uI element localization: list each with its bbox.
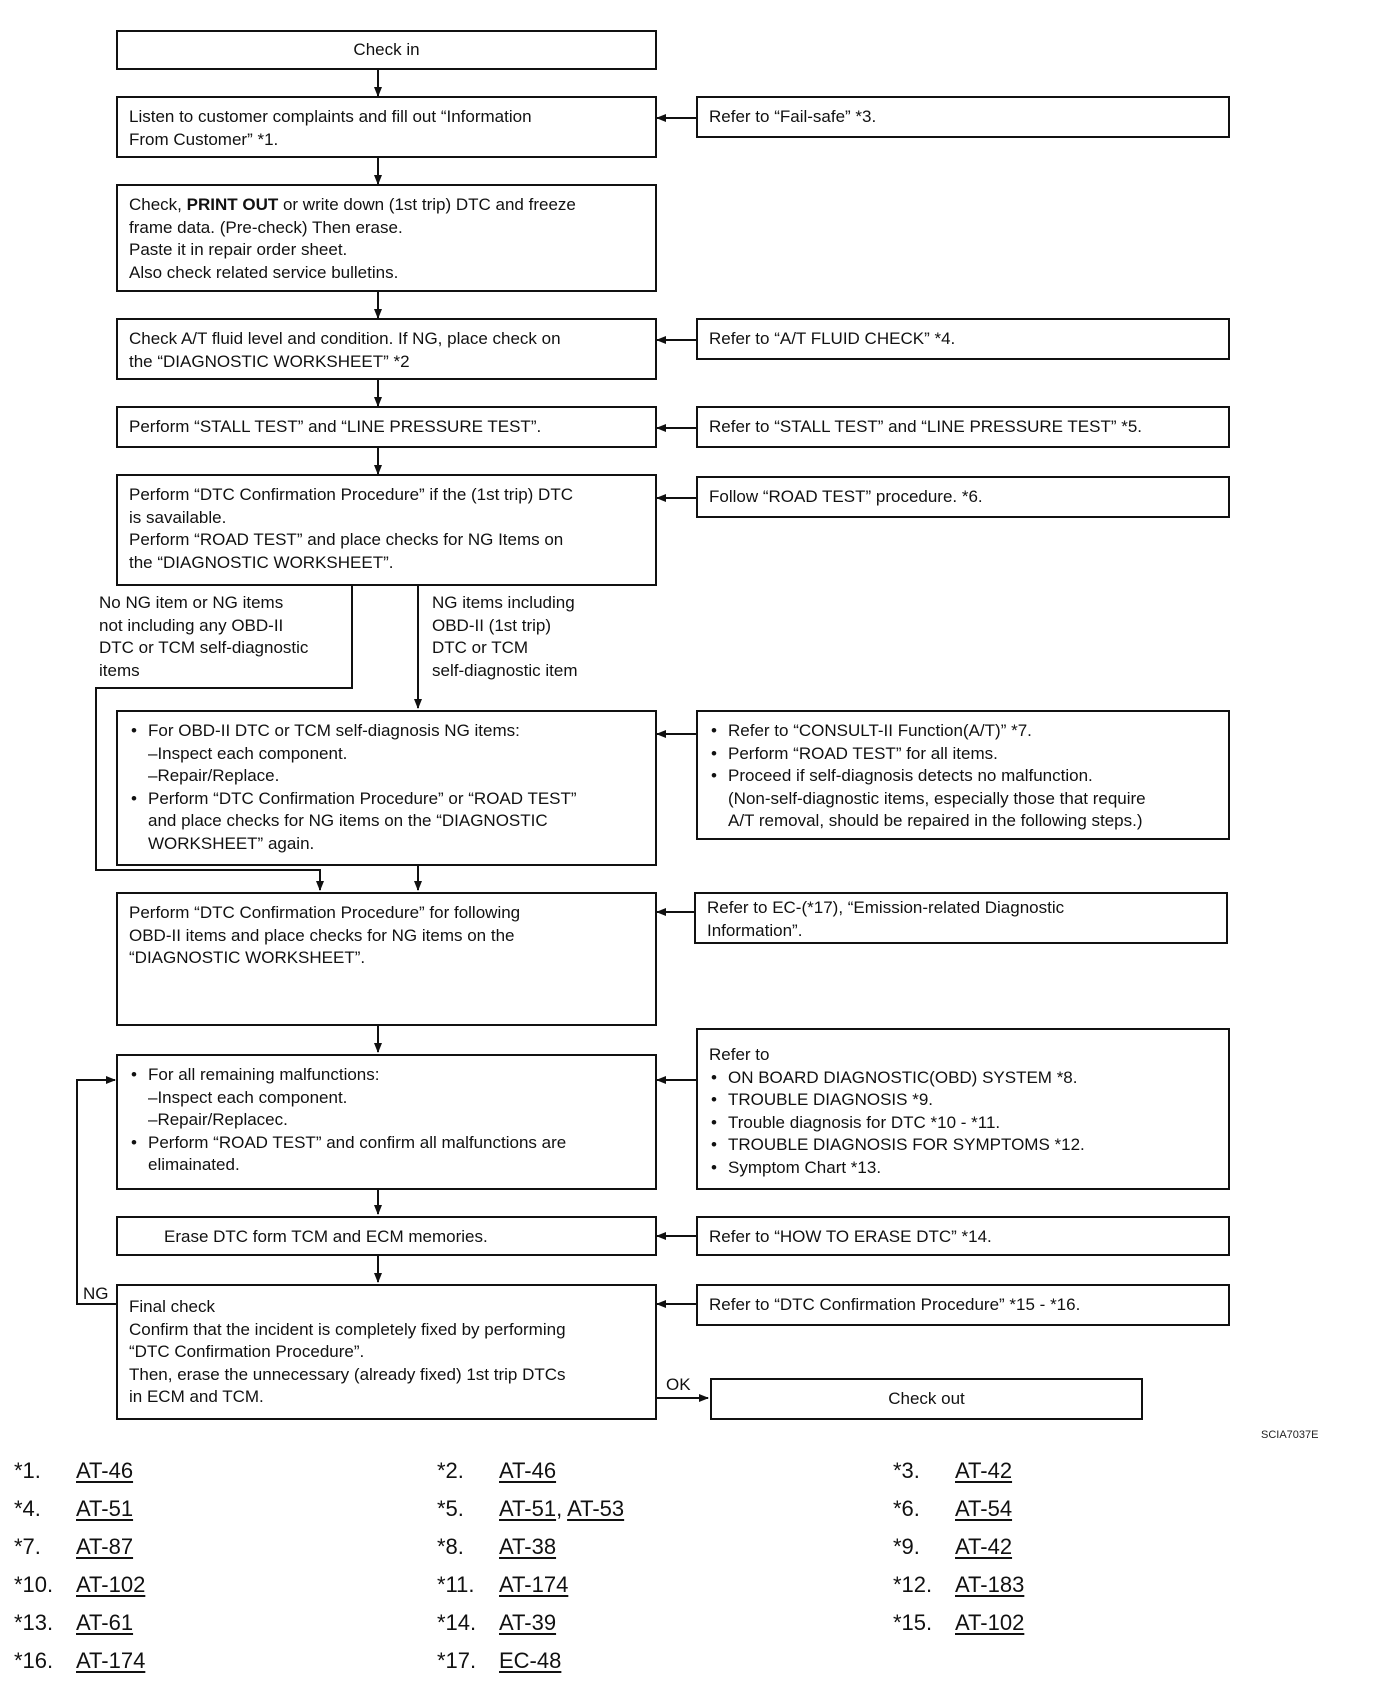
ref-fluid-box bbox=[696, 318, 1230, 360]
branch-right-line-2: OBD-II (1st trip) bbox=[432, 615, 552, 635]
obd-confirm-box bbox=[116, 892, 657, 1026]
reference-3 bbox=[893, 1458, 1012, 1484]
reference-number: *14. bbox=[437, 1610, 477, 1635]
reference-13 bbox=[14, 1610, 133, 1636]
arrow-ng-loop bbox=[77, 1080, 117, 1304]
reference-link-at-38[interactable]: AT-38 bbox=[499, 1534, 557, 1559]
reference-4 bbox=[14, 1496, 133, 1522]
final-line-2: Confirm that the incident is completely fixed by performing bbox=[129, 1319, 566, 1339]
reference-14 bbox=[437, 1610, 556, 1636]
remaining-box bbox=[116, 1054, 657, 1190]
final-line-1: Final check bbox=[129, 1297, 215, 1316]
precheck-line-4: Also check related service bulletins. bbox=[129, 262, 399, 282]
reference-6 bbox=[893, 1496, 1012, 1522]
reference-16 bbox=[14, 1648, 145, 1674]
reference-number: *11. bbox=[437, 1572, 475, 1597]
ref-consult-bullet-2: • Perform “ROAD TEST” for all items. bbox=[709, 743, 1217, 766]
reference-link-at-42[interactable]: AT-42 bbox=[955, 1458, 1013, 1483]
fluid-check-box bbox=[116, 318, 657, 380]
ref-consult-bullet-1: • Refer to “CONSULT-II Function(A/T)” *7. bbox=[709, 720, 1217, 743]
precheck-box bbox=[116, 184, 657, 292]
reference-link-at-61[interactable]: AT-61 bbox=[76, 1610, 134, 1635]
obd-confirm-line-1: Perform “DTC Confirmation Procedure” for following bbox=[129, 903, 521, 922]
ref-consult-line-5: A/T removal, should be repaired in the following steps.) bbox=[728, 811, 1143, 830]
reference-number: *2. bbox=[437, 1458, 464, 1483]
branch-left-line-1: No NG item or NG items bbox=[99, 593, 284, 612]
reference-link-at-174[interactable]: AT-174 bbox=[76, 1648, 146, 1673]
remaining-bullet-2-line-2: elimainated. bbox=[148, 1155, 240, 1174]
ref-failsafe-text: Refer to “Fail-safe” *3. bbox=[709, 107, 877, 126]
print-out-emphasis: PRINT OUT bbox=[186, 195, 279, 214]
branch-left-line-2: not including any OBD-II bbox=[99, 615, 284, 635]
figure-code: SCIA7037E bbox=[1261, 1429, 1319, 1441]
final-line-3: “DTC Confirmation Procedure”. bbox=[129, 1342, 365, 1361]
erase-box bbox=[116, 1216, 657, 1256]
ref-erase-text: Refer to “HOW TO ERASE DTC” *14. bbox=[709, 1227, 992, 1246]
reference-link-at-42[interactable]: AT-42 bbox=[955, 1534, 1013, 1559]
final-line-4: Then, erase the unnecessary (already fixed) 1st trip DTCs bbox=[129, 1364, 566, 1384]
reference-10 bbox=[14, 1572, 145, 1598]
ref-consult-line-4: (Non-self-diagnostic items, especially those that require bbox=[728, 788, 1146, 808]
obd-confirm-line-3: “DIAGNOSTIC WORKSHEET”. bbox=[129, 948, 366, 967]
ref-road-text: Follow “ROAD TEST” procedure. *6. bbox=[709, 487, 983, 506]
branch-right-line-1: NG items including bbox=[432, 593, 575, 612]
check-out-box bbox=[710, 1378, 1143, 1420]
ref-stall-box bbox=[696, 406, 1230, 448]
reference-number: *4. bbox=[14, 1496, 41, 1521]
dtc-confirm-line-2: is savailable. bbox=[129, 507, 227, 527]
stall-test-text: Perform “STALL TEST” and “LINE PRESSURE TEST”. bbox=[129, 417, 542, 436]
reference-number: *12. bbox=[893, 1572, 933, 1597]
listen-line-1: Listen to customer complaints and fill out “Information bbox=[129, 107, 532, 126]
precheck-line-3: Paste it in repair order sheet. bbox=[129, 240, 348, 259]
dtc-confirm-line-3: Perform “ROAD TEST” and place checks for NG Items on bbox=[129, 530, 564, 549]
check-out-label: Check out bbox=[888, 1388, 965, 1408]
reference-link-at-46[interactable]: AT-46 bbox=[499, 1458, 557, 1483]
check-in-label: Check in bbox=[353, 39, 420, 59]
reference-number: *17. bbox=[437, 1648, 477, 1673]
reference-number: *8. bbox=[437, 1534, 464, 1559]
ref-final-box bbox=[696, 1284, 1230, 1326]
listen-box bbox=[116, 96, 657, 158]
fluid-line-1: Check A/T fluid level and condition. If NG, place check on bbox=[129, 329, 561, 348]
ref-consult-bullet-3: • Proceed if self-diagnosis detects no malfunction. bbox=[709, 765, 1217, 788]
branch-left-line-3: DTC or TCM self-diagnostic bbox=[99, 638, 309, 657]
remaining-bullet-2: • Perform “ROAD TEST” and confirm all malfunctions are bbox=[129, 1132, 644, 1155]
ref-list-item-8: • ON BOARD DIAGNOSTIC(OBD) SYSTEM *8. bbox=[709, 1067, 1217, 1090]
fluid-line-2: the “DIAGNOSTIC WORKSHEET” *2 bbox=[129, 351, 410, 371]
ref-ec-line-1: Refer to EC-(*17), “Emission-related Diagnostic bbox=[707, 898, 1065, 917]
reference-link-at-174[interactable]: AT-174 bbox=[499, 1572, 569, 1597]
reference-5 bbox=[437, 1496, 624, 1522]
reference-number: *13. bbox=[14, 1610, 54, 1635]
ref-final-text: Refer to “DTC Confirmation Procedure” *15 - *16. bbox=[709, 1295, 1081, 1314]
reference-link-at-51[interactable]: AT-51 bbox=[76, 1496, 134, 1521]
obd-items-bullet-2-line-2: and place checks for NG items on the “DIAGNOSTIC bbox=[148, 811, 548, 830]
reference-number: *15. bbox=[893, 1610, 933, 1635]
reference-link-at-183[interactable]: AT-183 bbox=[955, 1572, 1025, 1597]
ng-label: NG bbox=[83, 1284, 109, 1303]
ref-fluid-text: Refer to “A/T FLUID CHECK” *4. bbox=[709, 329, 956, 348]
reference-15 bbox=[893, 1610, 1024, 1636]
reference-link-at-54[interactable]: AT-54 bbox=[955, 1496, 1013, 1521]
obd-items-box bbox=[116, 710, 657, 866]
reference-link-at-102[interactable]: AT-102 bbox=[955, 1610, 1025, 1635]
reference-link-at-46[interactable]: AT-46 bbox=[76, 1458, 134, 1483]
reference-number: *3. bbox=[893, 1458, 920, 1483]
branch-right-line-3: DTC or TCM bbox=[432, 638, 529, 657]
stall-test-box bbox=[116, 406, 657, 448]
reference-link-at-102[interactable]: AT-102 bbox=[76, 1572, 146, 1597]
ref-road-box bbox=[696, 476, 1230, 518]
dtc-confirm-box bbox=[116, 474, 657, 586]
final-check-box bbox=[116, 1284, 657, 1420]
obd-confirm-line-2: OBD-II items and place checks for NG items on the bbox=[129, 925, 515, 945]
ref-ec-line-2: Information”. bbox=[707, 920, 803, 940]
reference-number: *16. bbox=[14, 1648, 54, 1673]
ref-ec-box bbox=[694, 892, 1228, 944]
reference-8 bbox=[437, 1534, 556, 1560]
branch-right-line-4: self-diagnostic item bbox=[432, 660, 578, 680]
reference-9 bbox=[893, 1534, 1012, 1560]
reference-number: *6. bbox=[893, 1496, 920, 1521]
ref-failsafe-box bbox=[696, 96, 1230, 138]
reference-link-at-87[interactable]: AT-87 bbox=[76, 1534, 134, 1559]
reference-link-at-39[interactable]: AT-39 bbox=[499, 1610, 557, 1635]
reference-12 bbox=[893, 1572, 1024, 1598]
reference-link-at-53[interactable]: AT-53 bbox=[567, 1496, 625, 1521]
reference-7 bbox=[14, 1534, 133, 1560]
ref-list-head: Refer to bbox=[709, 1045, 770, 1064]
remaining-sub-2: –Repair/Replacec. bbox=[148, 1110, 288, 1129]
erase-text: Erase DTC form TCM and ECM memories. bbox=[164, 1227, 488, 1246]
ref-consult-box bbox=[696, 710, 1230, 840]
ref-stall-text: Refer to “STALL TEST” and “LINE PRESSURE TEST” *5. bbox=[709, 417, 1143, 436]
dtc-confirm-line-1: Perform “DTC Confirmation Procedure” if the (1st trip) DTC bbox=[129, 485, 573, 504]
final-line-5: in ECM and TCM. bbox=[129, 1387, 264, 1406]
branch-right-label bbox=[432, 592, 578, 682]
precheck-line-2: frame data. (Pre-check) Then erase. bbox=[129, 217, 403, 237]
reference-number: *1. bbox=[14, 1458, 41, 1483]
reference-17 bbox=[437, 1648, 561, 1674]
ref-list-item-13: • Symptom Chart *13. bbox=[709, 1157, 1217, 1180]
reference-11 bbox=[437, 1572, 568, 1598]
obd-items-sub-1: –Inspect each component. bbox=[148, 743, 348, 763]
obd-items-bullet-2-line-3: WORKSHEET” again. bbox=[148, 833, 315, 853]
ref-list-box bbox=[696, 1028, 1230, 1190]
link-separator: , bbox=[556, 1496, 568, 1521]
branch-left-line-4: items bbox=[99, 660, 140, 680]
reference-1 bbox=[14, 1458, 133, 1484]
ref-list-item-10-11: • Trouble diagnosis for DTC *10 - *11. bbox=[709, 1112, 1217, 1135]
obd-items-sub-2: –Repair/Replace. bbox=[148, 766, 280, 785]
reference-link-ec-48[interactable]: EC-48 bbox=[499, 1648, 562, 1673]
ok-label: OK bbox=[666, 1375, 691, 1394]
listen-line-2: From Customer” *1. bbox=[129, 129, 279, 149]
reference-number: *7. bbox=[14, 1534, 41, 1559]
ref-list-item-9: • TROUBLE DIAGNOSIS *9. bbox=[709, 1089, 1217, 1112]
obd-items-bullet-1: • For OBD-II DTC or TCM self-diagnosis NG items: bbox=[129, 720, 644, 743]
branch-left-label bbox=[99, 592, 308, 682]
remaining-sub-1: –Inspect each component. bbox=[148, 1087, 348, 1107]
dtc-confirm-line-4: the “DIAGNOSTIC WORKSHEET”. bbox=[129, 552, 394, 572]
reference-number: *9. bbox=[893, 1534, 920, 1559]
check-in-box bbox=[116, 30, 657, 70]
reference-link-at-51[interactable]: AT-51 bbox=[499, 1496, 557, 1521]
precheck-line-1: Check, PRINT OUT or write down (1st trip) DTC and freeze bbox=[129, 195, 576, 214]
reference-2 bbox=[437, 1458, 556, 1484]
ref-erase-box bbox=[696, 1216, 1230, 1256]
obd-items-bullet-2: • Perform “DTC Confirmation Procedure” or “ROAD TEST” bbox=[129, 788, 644, 811]
reference-number: *10. bbox=[14, 1572, 54, 1597]
remaining-bullet-1: • For all remaining malfunctions: bbox=[129, 1064, 644, 1087]
reference-number: *5. bbox=[437, 1496, 464, 1521]
ref-list-item-12: • TROUBLE DIAGNOSIS FOR SYMPTOMS *12. bbox=[709, 1134, 1217, 1157]
